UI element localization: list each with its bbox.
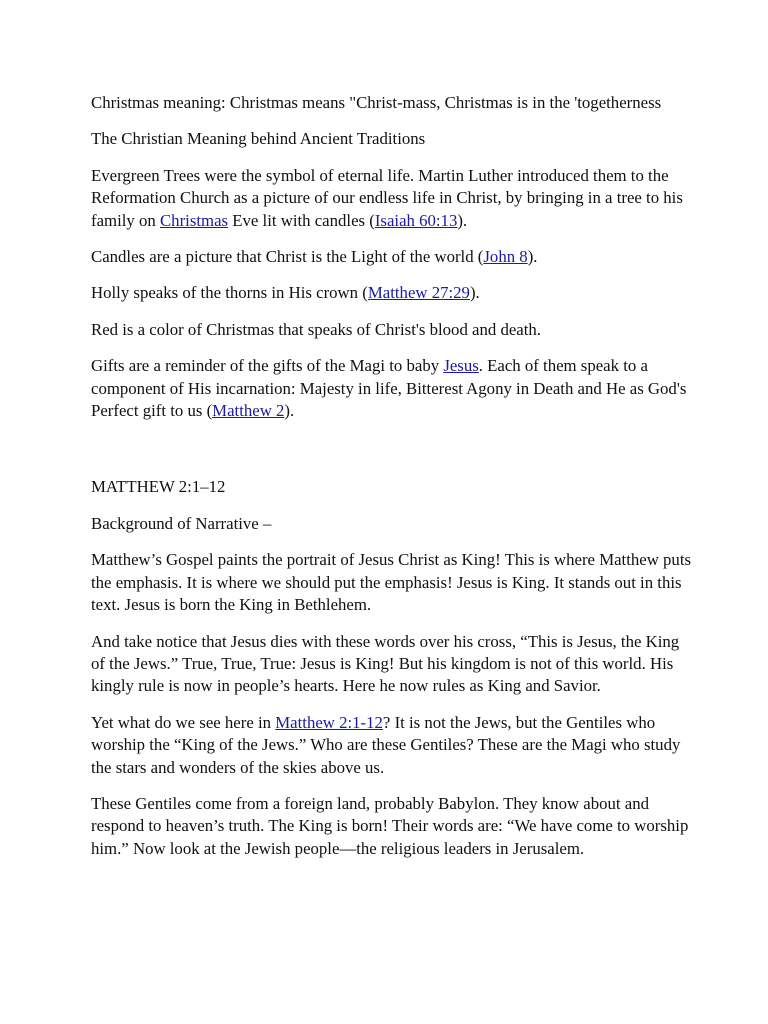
paragraph-candles [91,246,691,268]
paragraph-holly [91,282,691,304]
text-segment: . Each of them speak to a component of His incarnation: Majesty in life, Bitterest Agony in Death and He as God's Perfect gift to us ( [91,356,687,421]
text-segment: Candles are a picture that Christ is the Light of the world ( [91,247,484,267]
text-segment: ). [457,210,468,230]
section-heading-matthew-2: MATTHEW 2:1–12 [91,477,226,497]
paragraph-background-heading: Background of Narrative – [91,513,272,533]
paragraph-gifts [91,355,691,422]
document-body [91,92,691,874]
link-matthew-2-1-12[interactable]: Matthew 2:1-12 [275,712,383,732]
text-segment: Gifts are a reminder of the gifts of the Magi to baby [91,356,444,376]
link-jesus[interactable]: Jesus [443,356,479,376]
link-john-8[interactable]: John 8 [483,247,528,267]
paragraph-heading-traditions: The Christian Meaning behind Ancient Traditions [91,129,426,149]
paragraph-gentiles-worship [91,712,691,779]
paragraph-matthews-gospel: Matthew’s Gospel paints the portrait of Jesus Christ as King! This is where Matthew puts the emphasis. It is where we should put the emphasis! Jesus is King. It stands out in this text. Jesus is born the King in Bethlehem. [91,550,692,615]
paragraph-christmas-meaning: Christmas meaning: Christmas means "Christ-mass, Christmas is in the 'togetherness [91,93,662,112]
text-segment: ). [469,283,480,303]
text-segment: Yet what do we see here in [91,712,276,732]
link-christmas[interactable]: Christmas [159,210,229,230]
text-segment: Eve lit with candles ( [228,210,375,230]
text-segment: ). [527,247,538,267]
link-matthew-2[interactable]: Matthew 2 [212,401,285,421]
paragraph-red-color: Red is a color of Christmas that speaks of Christ's blood and death. [91,319,541,339]
text-segment: ). [284,401,295,421]
text-segment: Evergreen Trees were the symbol of eternal life. Martin Luther introduced them to the Reformation Church as a picture of our endless life in Christ, by bringing in a tree to his family on [91,165,683,230]
text-segment: ? It is not the Jews, but the Gentiles who worship the “King of the Jews.” Who are these Gentiles? These are the Magi who study the stars and wonders of the skies above us. [91,712,681,777]
text-segment: Holly speaks of the thorns in His crown ( [91,283,368,303]
paragraph-gentiles-foreign-land: These Gentiles come from a foreign land, probably Babylon. They know about and respond to heaven’s truth. The King is born! Their words are: “We have come to worship him.” Now look at the Jewish people—the religious leaders in Jerusalem. [91,793,689,858]
link-isaiah-60-13[interactable]: Isaiah 60:13 [374,210,458,230]
link-matthew-27-29[interactable]: Matthew 27:29 [367,283,470,303]
paragraph-jesus-dies: And take notice that Jesus dies with these words over his cross, “This is Jesus, the King of the Jews.” True, True, True: Jesus is King! But his kingdom is not of this world. His kingly rule is now in people’s hearts. Here he now rules as King and Savior. [91,631,680,696]
paragraph-evergreen-trees [91,165,691,232]
